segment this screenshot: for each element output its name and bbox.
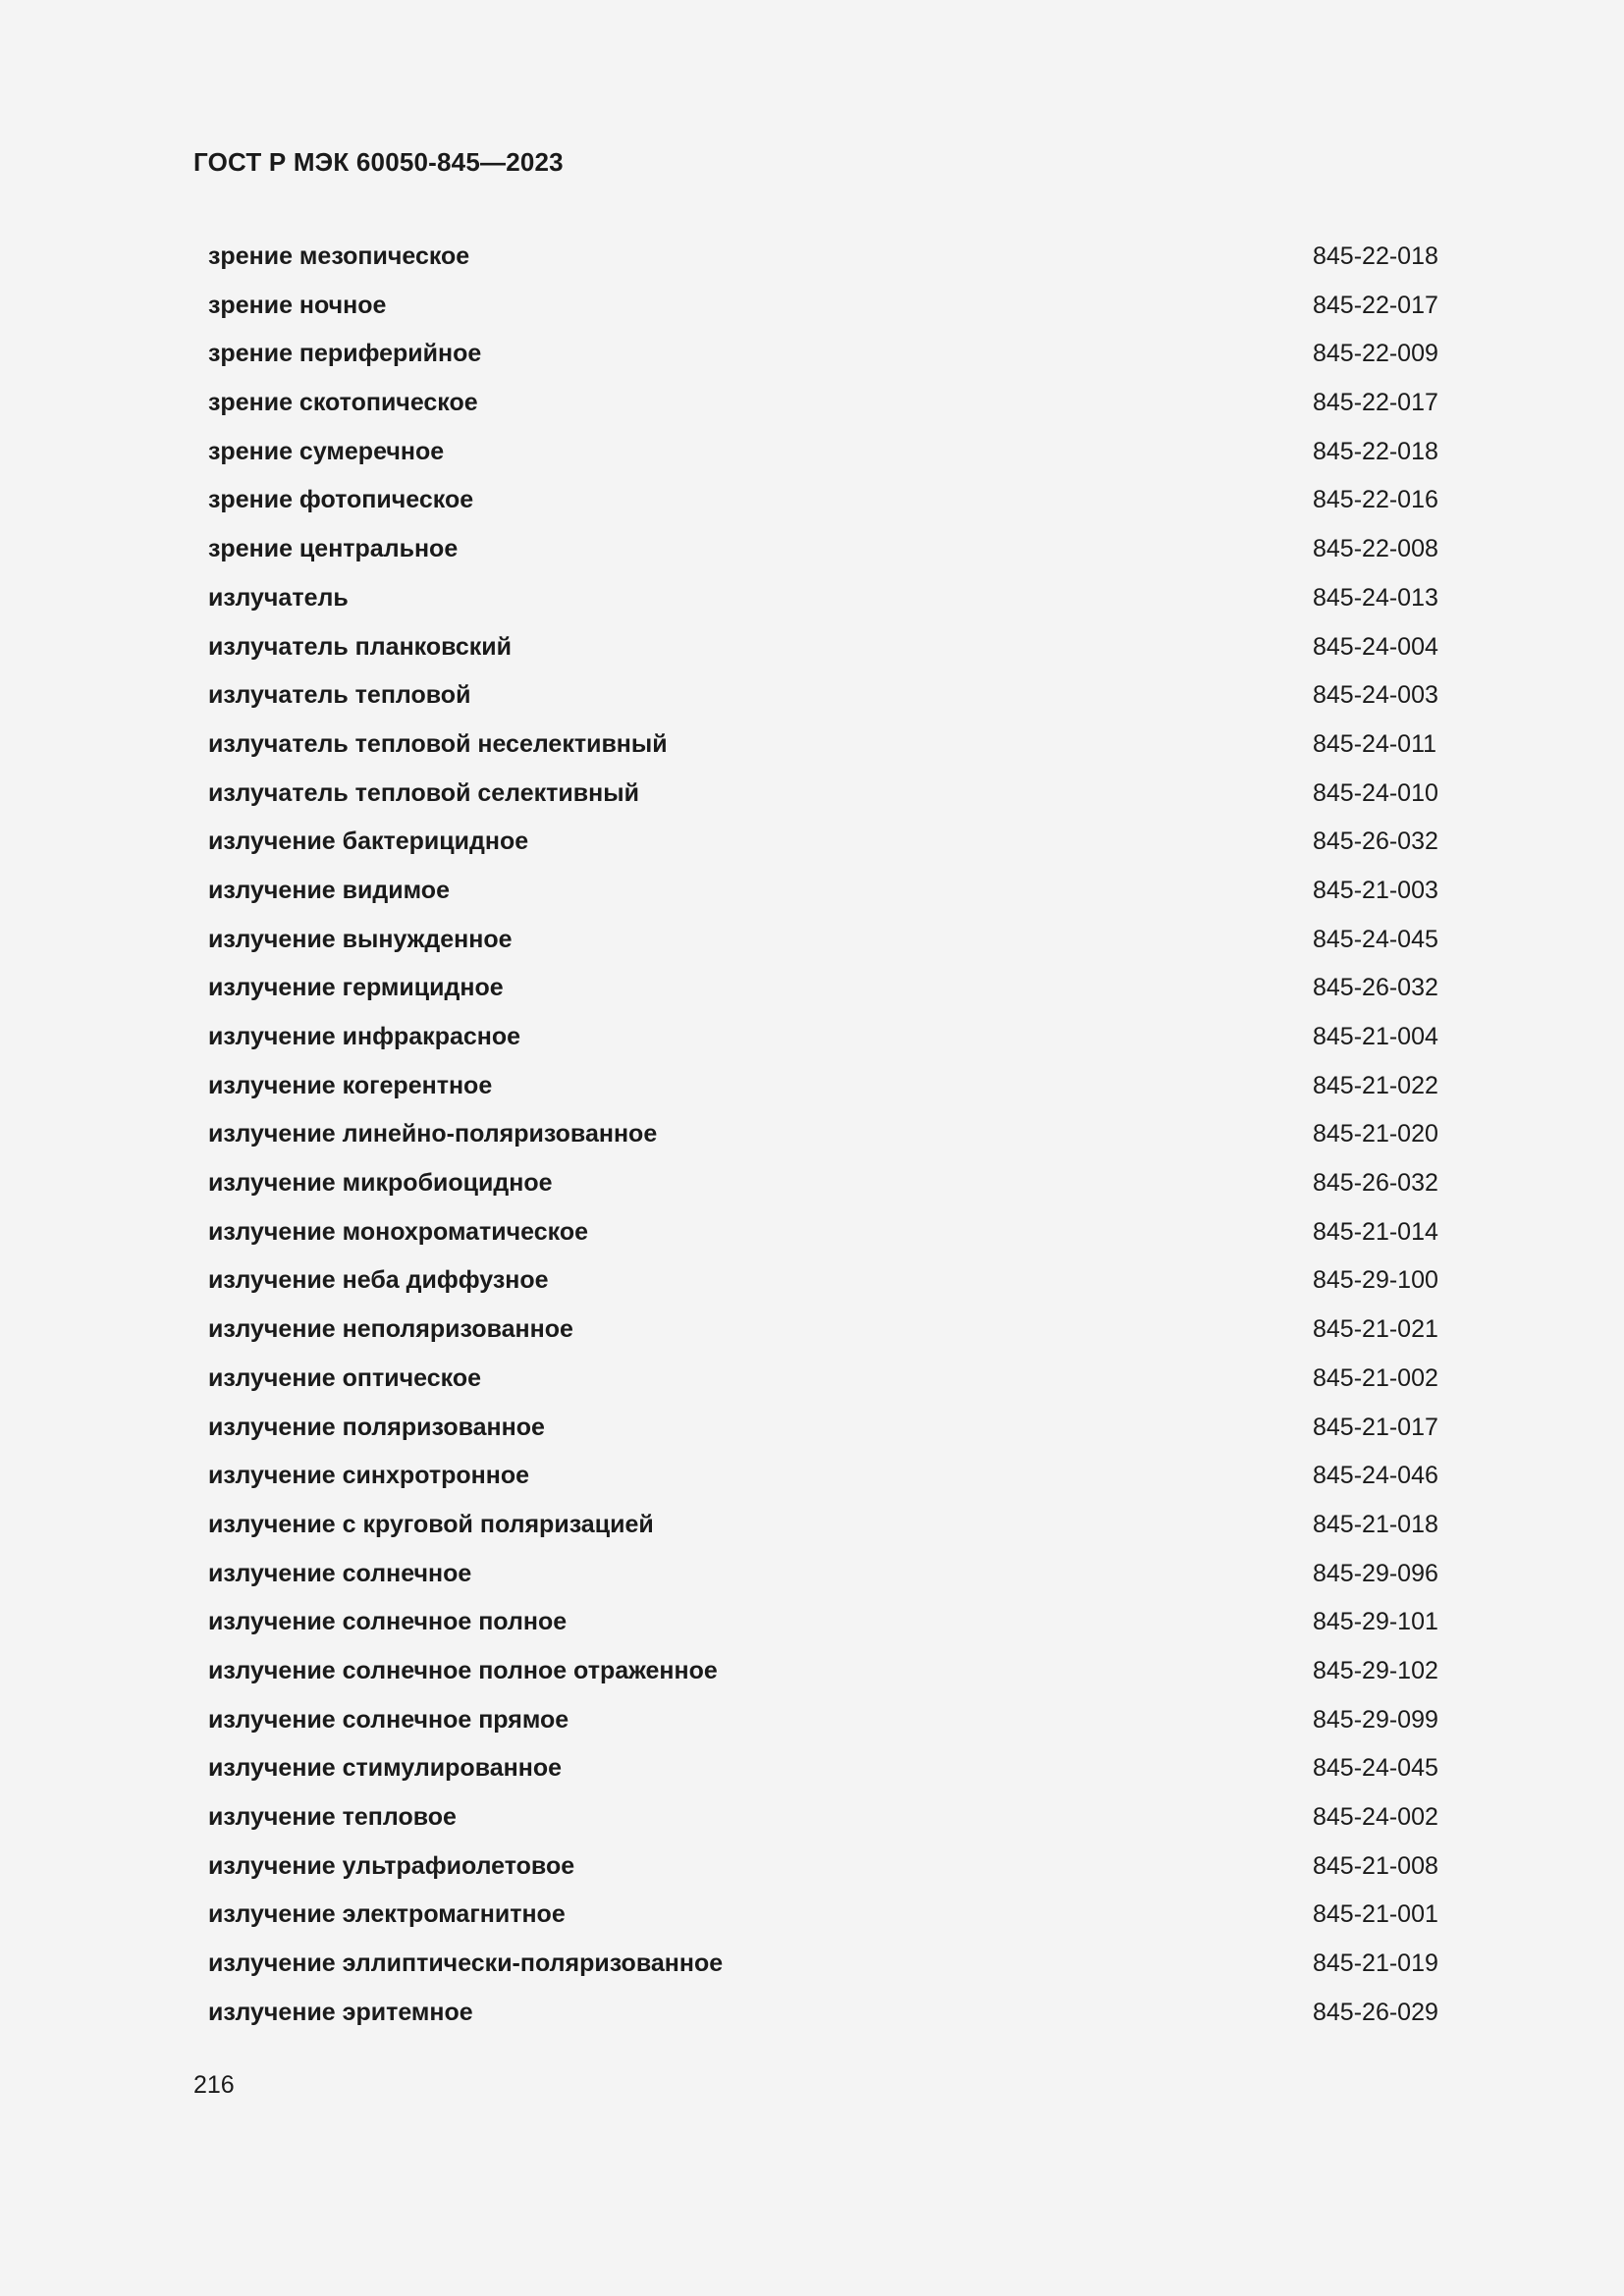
index-entry xyxy=(208,1507,1437,1556)
index-term: излучение монохроматическое xyxy=(208,1217,588,1246)
index-term-code: 845-22-009 xyxy=(1313,340,1438,368)
index-term-code: 845-24-004 xyxy=(1313,632,1438,661)
index-term-code: 845-22-018 xyxy=(1313,242,1438,270)
index-entry xyxy=(208,726,1437,775)
index-entry xyxy=(208,1702,1437,1751)
index-entry xyxy=(208,873,1437,922)
index-term-code: 845-29-099 xyxy=(1313,1705,1438,1734)
index-term-code: 845-24-045 xyxy=(1313,925,1438,953)
index-term-code: 845-29-100 xyxy=(1313,1266,1438,1295)
index-entry xyxy=(208,1604,1437,1653)
index-entry xyxy=(208,1653,1437,1702)
index-term: зрение сумеречное xyxy=(208,437,445,465)
index-term: зрение ночное xyxy=(208,291,387,319)
index-term: излучение микробиоцидное xyxy=(208,1169,553,1198)
index-term: излучение инфракрасное xyxy=(208,1023,521,1050)
index-term-code: 845-26-029 xyxy=(1313,1998,1438,2026)
index-term: излучатель тепловой xyxy=(208,681,471,710)
index-term: зрение мезопическое xyxy=(208,242,470,270)
index-entry xyxy=(208,385,1437,434)
index-term: излучение эллиптически-поляризованное xyxy=(208,1949,724,1978)
index-entry xyxy=(208,1068,1437,1117)
index-term-code: 845-26-032 xyxy=(1313,1169,1438,1198)
index-term-code: 845-22-018 xyxy=(1313,437,1438,465)
index-entry xyxy=(208,1410,1437,1459)
index-term-code: 845-21-017 xyxy=(1313,1413,1438,1441)
index-term: излучение поляризованное xyxy=(208,1413,545,1441)
index-term-code: 845-22-017 xyxy=(1313,291,1438,319)
index-entry xyxy=(208,239,1437,288)
index-term-code: 845-24-002 xyxy=(1313,1803,1438,1831)
index-entry xyxy=(208,629,1437,678)
index-entry xyxy=(208,580,1437,629)
index-term-code: 845-21-014 xyxy=(1313,1217,1438,1246)
index-term-code: 845-21-003 xyxy=(1313,876,1438,904)
index-entry xyxy=(208,1848,1437,1897)
index-entry xyxy=(208,1458,1437,1507)
index-term: излучение неполяризованное xyxy=(208,1315,573,1344)
index-entries-list xyxy=(208,239,1437,2043)
index-term: излучение бактерицидное xyxy=(208,828,529,856)
index-term: излучение когерентное xyxy=(208,1071,493,1099)
index-term: излучатель тепловой неселективный xyxy=(208,729,668,758)
index-term: излучение эритемное xyxy=(208,1998,473,2026)
index-entry xyxy=(208,1896,1437,1946)
index-term: излучатель xyxy=(208,583,349,612)
index-entry xyxy=(208,1262,1437,1311)
index-term-code: 845-29-096 xyxy=(1313,1559,1438,1587)
index-term-code: 845-21-002 xyxy=(1313,1363,1438,1392)
index-term-code: 845-24-010 xyxy=(1313,778,1438,807)
index-term: излучение линейно-поляризованное xyxy=(208,1120,658,1148)
index-term-code: 845-21-020 xyxy=(1313,1120,1438,1148)
index-term-code: 845-24-011 xyxy=(1313,729,1437,758)
index-term: излучение тепловое xyxy=(208,1803,457,1831)
index-entry xyxy=(208,1116,1437,1165)
index-entry xyxy=(208,1995,1437,2044)
index-term-code: 845-21-004 xyxy=(1313,1023,1438,1050)
index-term-code: 845-24-013 xyxy=(1313,583,1438,612)
index-term: излучение вынужденное xyxy=(208,925,513,953)
index-entry xyxy=(208,1556,1437,1605)
index-entry xyxy=(208,775,1437,825)
index-entry xyxy=(208,922,1437,971)
index-term-code: 845-22-016 xyxy=(1313,486,1438,514)
index-term-code: 845-21-019 xyxy=(1313,1949,1438,1978)
index-term: излучение солнечное xyxy=(208,1559,472,1587)
index-term: зрение скотопическое xyxy=(208,389,478,417)
index-entry xyxy=(208,677,1437,726)
index-term: излучение ультрафиолетовое xyxy=(208,1851,575,1880)
index-term-code: 845-22-017 xyxy=(1313,389,1438,417)
index-term-code: 845-26-032 xyxy=(1313,828,1438,856)
index-entry xyxy=(208,1361,1437,1410)
index-term: излучение неба диффузное xyxy=(208,1266,549,1295)
index-term-code: 845-21-018 xyxy=(1313,1510,1438,1538)
index-term: излучение видимое xyxy=(208,876,450,904)
index-term-code: 845-21-021 xyxy=(1313,1315,1438,1344)
index-entry xyxy=(208,434,1437,483)
index-entry xyxy=(208,1311,1437,1361)
index-term-code: 845-21-001 xyxy=(1313,1900,1438,1929)
page-number: 216 xyxy=(193,2071,235,2099)
index-entry xyxy=(208,824,1437,873)
index-term-code: 845-29-101 xyxy=(1313,1608,1438,1636)
index-entry xyxy=(208,482,1437,531)
index-entry xyxy=(208,288,1437,337)
index-term: зрение периферийное xyxy=(208,340,482,368)
index-term: излучение оптическое xyxy=(208,1363,481,1392)
index-entry xyxy=(208,336,1437,385)
index-entry xyxy=(208,1799,1437,1848)
index-term-code: 845-22-008 xyxy=(1313,535,1438,563)
index-term-code: 845-26-032 xyxy=(1313,974,1438,1002)
index-term-code: 845-29-102 xyxy=(1313,1656,1438,1684)
index-term: излучение гермицидное xyxy=(208,974,504,1002)
index-term: излучение синхротронное xyxy=(208,1462,530,1490)
index-entry xyxy=(208,1214,1437,1263)
index-entry xyxy=(208,1165,1437,1214)
index-term: излучатель планковский xyxy=(208,632,513,661)
index-entry xyxy=(208,1750,1437,1799)
index-term: излучение с круговой поляризацией xyxy=(208,1510,654,1538)
index-term: излучатель тепловой селективный xyxy=(208,778,639,807)
index-term: излучение солнечное прямое xyxy=(208,1705,569,1734)
index-entry xyxy=(208,970,1437,1019)
index-entry xyxy=(208,1946,1437,1995)
index-term: излучение электромагнитное xyxy=(208,1900,566,1929)
index-term: зрение центральное xyxy=(208,535,459,563)
index-term: зрение фотопическое xyxy=(208,486,474,514)
index-term: излучение солнечное полное отраженное xyxy=(208,1656,718,1684)
index-term-code: 845-24-003 xyxy=(1313,681,1438,710)
index-entry xyxy=(208,1019,1437,1068)
index-term-code: 845-21-022 xyxy=(1313,1071,1438,1099)
index-term: излучение солнечное полное xyxy=(208,1608,568,1636)
index-term: излучение стимулированное xyxy=(208,1754,563,1783)
index-term-code: 845-24-045 xyxy=(1313,1754,1438,1783)
index-term-code: 845-24-046 xyxy=(1313,1462,1438,1490)
index-entry xyxy=(208,531,1437,580)
document-header: ГОСТ Р МЭК 60050-845—2023 xyxy=(193,147,564,177)
index-term-code: 845-21-008 xyxy=(1313,1851,1438,1880)
